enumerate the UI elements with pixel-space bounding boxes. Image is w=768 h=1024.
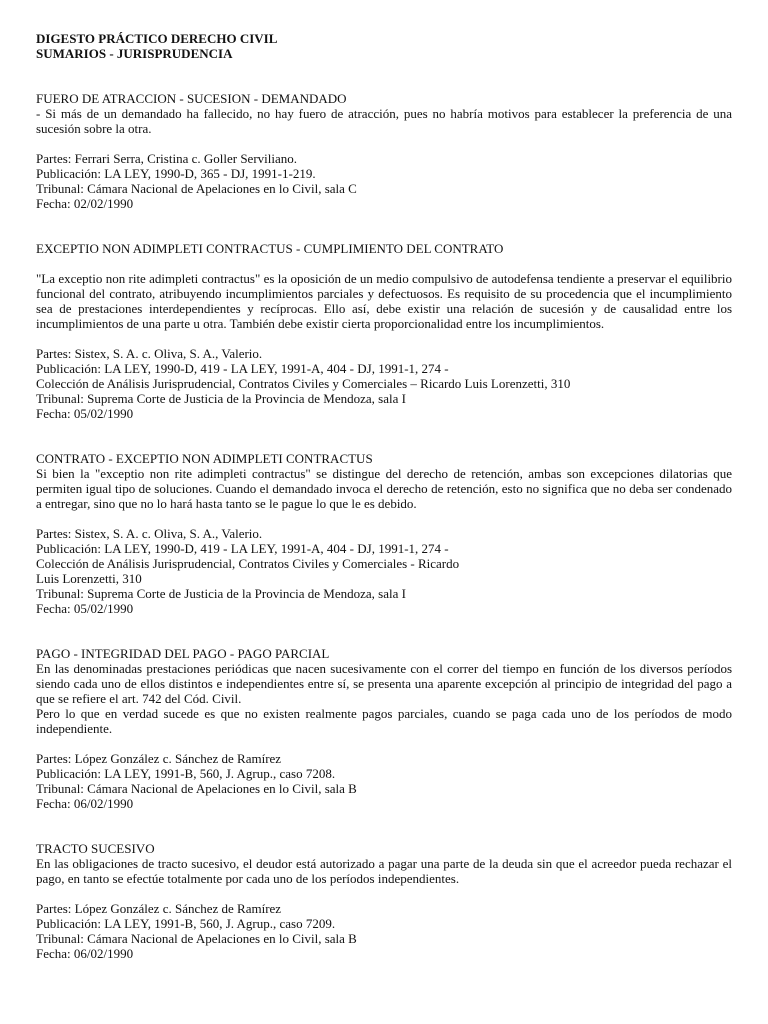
entry-date: Fecha: 05/02/1990 (36, 601, 134, 616)
summary-entry (36, 451, 732, 616)
entry-body (36, 271, 732, 331)
entry-court: Tribunal: Cámara Nacional de Apelaciones en lo Civil, sala B (36, 781, 357, 796)
entry-title: PAGO - INTEGRIDAD DEL PAGO - PAGO PARCIAL (36, 646, 330, 661)
entry-paragraph: En las obligaciones de tracto sucesivo, el deudor está autorizado a pagar una parte de la deuda sin que el acreedor pueda rechazar el pago, en tanto se efectúe totalmente por cada uno de los períodos independientes. (36, 856, 732, 886)
entry-title: CONTRATO - EXCEPTIO NON ADIMPLETI CONTRACTUS (36, 451, 373, 466)
entry-paragraph: En las denominadas prestaciones periódicas que nacen sucesivamente con el correr del tiempo en función de los diversos períodos siendo cada uno de ellos distintos e independientes entre sí, se presenta una aparente excepción al principio de integridad del pago a que se refiere el art. 742 del Cód. Civil. (36, 661, 732, 706)
entry-metadata (36, 346, 732, 421)
entry-collection: Luis Lorenzetti, 310 (36, 571, 142, 586)
entry-paragraph: - Si más de un demandado ha fallecido, no hay fuero de atracción, pues no habría motivos para establecer la preferencia de una sucesión sobre la otra. (36, 106, 732, 136)
entry-date: Fecha: 06/02/1990 (36, 946, 134, 961)
entry-publication: Publicación: LA LEY, 1991-B, 560, J. Agrup., caso 7208. (36, 766, 336, 781)
entry-body (36, 466, 732, 511)
entry-body (36, 856, 732, 886)
entry-court: Tribunal: Suprema Corte de Justicia de la Provincia de Mendoza, sala I (36, 586, 406, 601)
spacer (36, 421, 732, 451)
entry-paragraph: "La exceptio non rite adimpleti contractus" es la oposición de un medio compulsivo de autodefensa tendiente a preservar el equilibrio funcional del contrato, atribuyendo incumplimientos parciales y defectuosos. Es requisito de su procedencia que el incumplimiento sea de prestaciones interdependientes y recíprocas. Ello así, debe existir una relación de sucesión y de causalidad entre los incumplimientos de una parte u otra. También debe existir cierta proporcionalidad entre los incumplimientos. (36, 271, 732, 331)
entry-parties: Partes: Ferrari Serra, Cristina c. Goller Serviliano. (36, 151, 298, 166)
entry-date: Fecha: 06/02/1990 (36, 796, 134, 811)
entry-body (36, 661, 732, 736)
entry-title: EXCEPTIO NON ADIMPLETI CONTRACTUS - CUMPLIMIENTO DEL CONTRATO (36, 241, 504, 256)
entry-paragraph: Si bien la "exceptio non rite adimpleti contractus" se distingue del derecho de retención, ambas son excepciones dilatorias que permiten igual tipo de soluciones. Cuando el demandado invoca el derecho de retención, esto no significa que no deba ser condenado a entregar, sino que no lo hará hasta tanto se le pague lo que le es debido. (36, 466, 732, 511)
document-page (36, 31, 732, 961)
summary-entry (36, 841, 732, 961)
entry-metadata (36, 751, 732, 811)
document-subtitle: SUMARIOS - JURISPRUDENCIA (36, 46, 233, 61)
entry-collection: Colección de Análisis Jurisprudencial, Contratos Civiles y Comerciales – Ricardo Luis Lorenzetti, 310 (36, 376, 571, 391)
summary-entry (36, 241, 732, 421)
summary-entry (36, 91, 732, 211)
entry-title: TRACTO SUCESIVO (36, 841, 155, 856)
spacer (36, 811, 732, 841)
entry-metadata (36, 901, 732, 961)
entry-date: Fecha: 02/02/1990 (36, 196, 134, 211)
entry-court: Tribunal: Cámara Nacional de Apelaciones en lo Civil, sala C (36, 181, 357, 196)
entry-court: Tribunal: Suprema Corte de Justicia de la Provincia de Mendoza, sala I (36, 391, 406, 406)
entry-publication: Publicación: LA LEY, 1990-D, 419 - LA LEY, 1991-A, 404 - DJ, 1991-1, 274 - (36, 541, 449, 556)
entry-body (36, 106, 732, 136)
entry-publication: Publicación: LA LEY, 1990-D, 365 - DJ, 1991-1-219. (36, 166, 316, 181)
spacer (36, 61, 732, 91)
entry-collection: Colección de Análisis Jurisprudencial, Contratos Civiles y Comerciales - Ricardo (36, 556, 460, 571)
document-title: DIGESTO PRÁCTICO DERECHO CIVIL (36, 31, 278, 46)
entry-parties: Partes: López González c. Sánchez de Ramírez (36, 901, 282, 916)
entry-parties: Partes: Sistex, S. A. c. Oliva, S. A., Valerio. (36, 346, 263, 361)
entry-date: Fecha: 05/02/1990 (36, 406, 134, 421)
entry-paragraph: Pero lo que en verdad sucede es que no existen realmente pagos parciales, cuando se paga cada uno de los períodos de modo independiente. (36, 706, 732, 736)
entry-title: FUERO DE ATRACCION - SUCESION - DEMANDADO (36, 91, 347, 106)
document-header (36, 31, 732, 61)
entry-parties: Partes: Sistex, S. A. c. Oliva, S. A., Valerio. (36, 526, 263, 541)
entry-metadata (36, 526, 732, 616)
entry-parties: Partes: López González c. Sánchez de Ramírez (36, 751, 282, 766)
summary-entry (36, 646, 732, 811)
entry-court: Tribunal: Cámara Nacional de Apelaciones en lo Civil, sala B (36, 931, 357, 946)
spacer (36, 211, 732, 241)
spacer (36, 616, 732, 646)
entry-publication: Publicación: LA LEY, 1990-D, 419 - LA LEY, 1991-A, 404 - DJ, 1991-1, 274 - (36, 361, 449, 376)
entry-metadata (36, 151, 732, 211)
entry-publication: Publicación: LA LEY, 1991-B, 560, J. Agrup., caso 7209. (36, 916, 336, 931)
